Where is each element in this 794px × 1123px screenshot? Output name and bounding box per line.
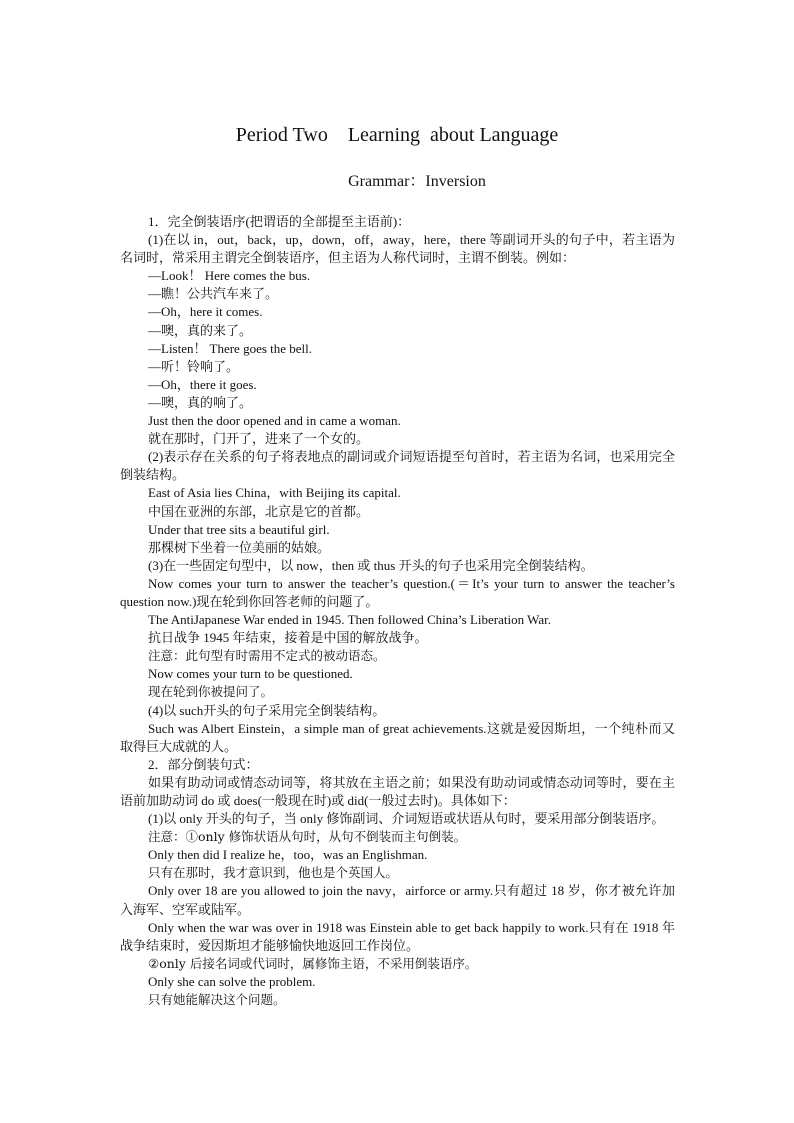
rule-paragraph: (4)以 such开头的句子采用完全倒装结构。: [148, 702, 386, 718]
example-english: East of Asia lies China，with Beijing its capital.: [148, 485, 401, 501]
rule-paragraph: (1)在以 in，out，back，up，down，off，away，here，there 等副词开头的句子中，若主语为名词时，常采用主谓完全倒装语序，但主语为人称代词时，主谓不倒装。例如：: [120, 232, 675, 266]
example-chinese: —噢，真的响了。: [148, 394, 253, 410]
rule-paragraph: (3)在一些固定句型中，以 now，then 或 thus 开头的句子也采用完全倒装结构。: [148, 557, 594, 573]
example-chinese: —噢，真的来了。: [148, 322, 253, 338]
section-heading-partial-inversion: 2．部分倒装句式：: [148, 756, 259, 772]
rule-paragraph: (1)以 only 开头的句子，当 only 修饰副词、介词短语或状语从句时，要采用部分倒装语序。: [148, 811, 665, 827]
example-chinese: 中国在亚洲的东部，北京是它的首都。: [148, 503, 370, 519]
example-chinese: 只有在那时，我才意识到，他也是个英国人。: [148, 865, 399, 881]
document-body: [120, 213, 675, 1009]
example-english: —Oh，there it goes.: [148, 376, 257, 392]
example-chinese: —瞧！公共汽车来了。: [148, 286, 279, 302]
rule-paragraph: 如果有助动词或情态动词等，将其放在主语之前；如果没有助动词或情态动词等时，要在主语前加助动词 do 或 does(一般现在时)或 did(一般过去时)。具体如下：: [120, 774, 675, 808]
example-english: Just then the door opened and in came a woman.: [148, 413, 401, 429]
example-english: —Look！ Here comes the bus.: [148, 268, 311, 284]
rule-paragraph: (2)表示存在关系的句子将表地点的副词或介词短语提至句首时，若主语为名词，也采用完全倒装结构。: [120, 449, 675, 483]
page-title: Period Two Learning about Language: [235, 124, 559, 146]
example-chinese: 就在那时，门开了，进来了一个女的。: [148, 431, 370, 447]
note: 注意：此句型有时需用不定式的被动语态。: [148, 648, 386, 664]
example-english: —Oh，here it comes.: [148, 304, 263, 320]
example-chinese: 那棵树下坐着一位美丽的姑娘。: [148, 539, 331, 555]
example-chinese: 抗日战争 1945 年结束，接着是中国的解放战争。: [148, 630, 428, 646]
example-english: Now comes your turn to be questioned.: [148, 666, 353, 682]
example-chinese: 只有她能解决这个问题。: [148, 992, 286, 1008]
page-subtitle: Grammar：Inversion: [348, 173, 486, 190]
example-mixed: Only when the war was over in 1918 was Einstein able to get back happily to work.只有在 1918 年战争结束时，爱因斯坦才能够愉快地返回工作岗位。: [120, 919, 675, 953]
section-heading-full-inversion: 1．完全倒装语序(把谓语的全部提至主语前)：: [148, 214, 411, 229]
example-mixed: Such was Albert Einstein，a simple man of great achievements.这就是爱因斯坦，一个纯朴而又取得巨大成就的人。: [120, 720, 675, 754]
example-english: Only she can solve the problem.: [148, 973, 316, 989]
example-english: Under that tree sits a beautiful girl.: [148, 521, 330, 537]
example-mixed: Only over 18 are you allowed to join the navy，airforce or army.只有超过 18 岁，你才被允许加入海军、空军或陆军。: [120, 883, 675, 917]
example-chinese: 现在轮到你被提问了。: [148, 684, 274, 700]
example-english: —Listen！ There goes the bell.: [148, 340, 313, 356]
example-english: The AntiJapanese War ended in 1945. Then followed China’s Liberation War.: [148, 612, 551, 628]
note: 注意：①only 修饰状语从句时，从句不倒装而主句倒装。: [148, 829, 467, 845]
example-chinese: —听！铃响了。: [148, 358, 240, 374]
example-mixed: Now comes your turn to answer the teacher’s question.(＝It’s your turn to answer the teacher’s question now.)现在轮到你回答老师的问题了。: [120, 575, 675, 609]
note: ②only 后接名词或代词时，属修饰主语，不采用倒装语序。: [148, 955, 478, 971]
example-english: Only then did I realize he，too，was an Englishman.: [148, 847, 428, 863]
